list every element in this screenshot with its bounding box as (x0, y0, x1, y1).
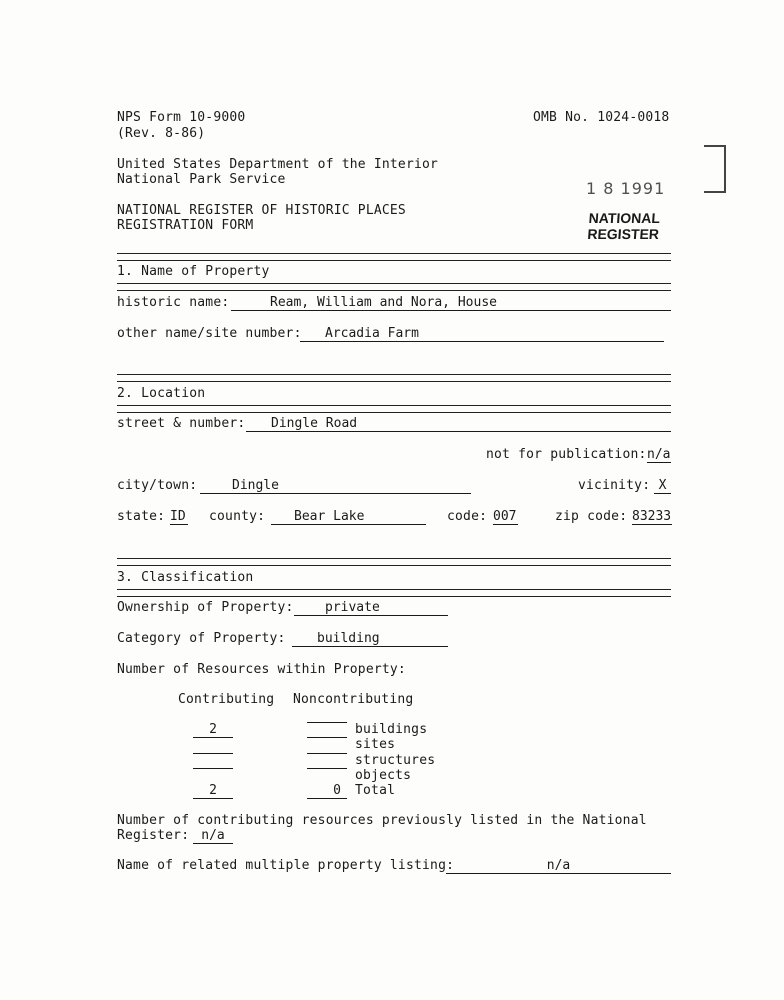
resources-label: Number of Resources within Property: (117, 662, 406, 677)
state-label: state: (117, 509, 166, 524)
section-divider (117, 283, 671, 291)
state-field[interactable]: ID (170, 509, 188, 525)
section1-title: 1. Name of Property (117, 264, 270, 279)
county-label: county: (209, 509, 266, 524)
department-name: United States Department of the Interior (117, 157, 439, 172)
nfp-field[interactable]: n/a (647, 447, 671, 462)
section-divider (117, 374, 671, 382)
noncontributing-sites[interactable] (307, 737, 347, 738)
multiple-listing-label: Name of related multiple property listing: (117, 858, 455, 873)
section-divider (117, 405, 671, 413)
street-label: street & number: (117, 416, 246, 431)
zip-label: zip code: (555, 509, 628, 524)
nfp-label: not for publication: (486, 447, 647, 462)
register-title: NATIONAL REGISTER OF HISTORIC PLACES (117, 203, 406, 218)
category-field[interactable]: building (292, 631, 448, 647)
form-title: REGISTRATION FORM (117, 218, 254, 233)
previously-listed-label: Number of contributing resources previously listed in the National (117, 813, 647, 828)
register-label: Register: (117, 828, 190, 843)
category-label: Category of Property: (117, 631, 286, 646)
resource-type-total: Total (355, 783, 396, 798)
code-field[interactable]: 007 (493, 509, 517, 524)
stamp-label-line1: NATIONAL (588, 210, 661, 226)
contributing-total[interactable]: 2 (193, 783, 233, 799)
contributing-sites[interactable] (193, 737, 233, 738)
section-divider (117, 558, 671, 566)
contributing-buildings[interactable]: 2 (193, 722, 233, 738)
city-label: city/town: (117, 478, 198, 493)
multiple-listing-field[interactable]: n/a (446, 858, 671, 874)
noncontributing-header: Noncontributing (293, 692, 414, 707)
section3-title: 3. Classification (117, 570, 254, 585)
national-register-stamp (587, 210, 661, 242)
noncontributing-total[interactable]: 0 (307, 783, 347, 799)
contributing-objects[interactable] (193, 768, 233, 769)
resource-type-structures: structures (355, 753, 436, 768)
county-field[interactable]: Bear Lake (271, 509, 426, 525)
contributing-structures[interactable] (193, 753, 233, 754)
other-name-field[interactable]: Arcadia Farm (300, 326, 664, 342)
city-field[interactable]: Dingle (200, 478, 471, 494)
resource-type-objects: objects (355, 768, 412, 783)
street-field[interactable]: Dingle Road (246, 416, 671, 432)
resource-type-sites: sites (355, 737, 396, 752)
ownership-field[interactable]: private (294, 600, 448, 616)
stamp-bracket (704, 145, 726, 193)
form-revision: (Rev. 8-86) (117, 126, 206, 141)
vicinity-field[interactable]: X (654, 478, 671, 494)
form-id: NPS Form 10-9000 (117, 110, 246, 125)
code-label: code: (447, 509, 488, 524)
other-name-label: other name/site number: (117, 326, 302, 341)
section-divider (117, 589, 671, 597)
service-name: National Park Service (117, 172, 286, 187)
contributing-header: Contributing (178, 692, 275, 707)
stamp-label-line2: REGISTER (586, 226, 660, 242)
historic-name-field[interactable]: Ream, William and Nora, House (231, 295, 671, 311)
noncontributing-buildings[interactable] (307, 722, 347, 723)
vicinity-label: vicinity: (578, 478, 651, 493)
ownership-label: Ownership of Property: (117, 600, 294, 615)
historic-name-label: historic name: (117, 295, 230, 310)
received-date-stamp: 1 8 1991 (586, 179, 666, 198)
section2-title: 2. Location (117, 386, 206, 401)
zip-field[interactable]: 83233 (632, 509, 672, 524)
omb-number: OMB No. 1024-0018 (533, 110, 670, 125)
noncontributing-structures[interactable] (307, 753, 347, 754)
section-divider (117, 253, 671, 261)
noncontributing-objects[interactable] (307, 768, 347, 769)
resource-type-buildings: buildings (355, 722, 428, 737)
previously-listed-field[interactable]: n/a (193, 828, 233, 844)
